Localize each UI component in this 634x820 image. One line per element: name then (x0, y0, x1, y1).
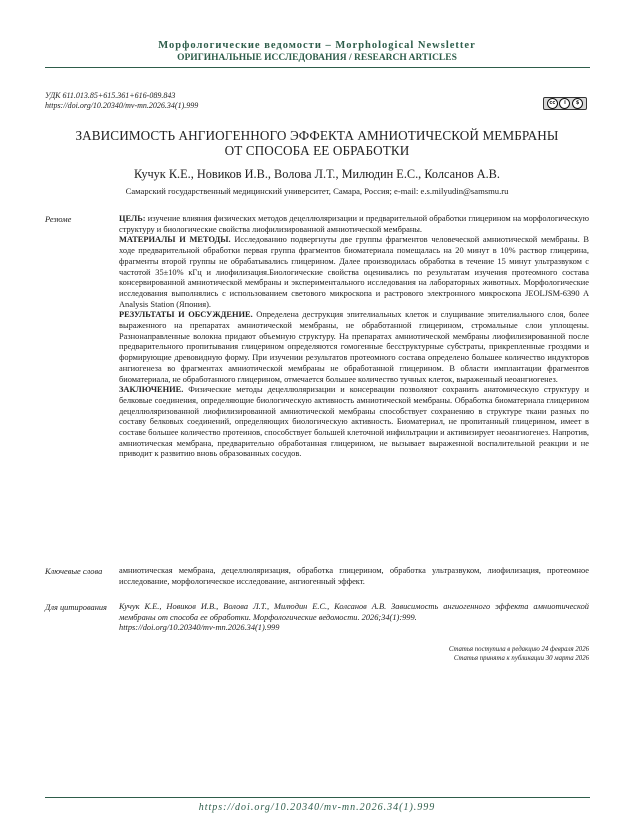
article-title (40, 128, 594, 158)
authors: Кучук К.Е., Новиков И.В., Волова Л.Т., Милюдин Е.С., Колсанов А.В. (134, 167, 500, 181)
article-dates (300, 646, 589, 663)
title-line-1: ЗАВИСИМОСТЬ АНГИОГЕННОГО ЭФФЕКТА АМНИОТИЧЕСКОЙ МЕМБРАНЫ (75, 128, 559, 143)
citation-details: 2026;34(1):999. (359, 612, 417, 622)
cc-icon: cc (547, 98, 558, 109)
journal-name: Морфологические ведомости – Morphological Newsletter (158, 40, 476, 51)
udc-code: УДК 611.013.85+615.361+616-089.843 (45, 91, 176, 100)
citation-label: Для цитирования (45, 603, 107, 612)
footer-divider (45, 797, 590, 798)
abstract-aim (119, 214, 589, 235)
citation-journal: Морфологические ведомости. (250, 612, 360, 622)
received-date: Статья поступила в редакцию 24 февраля 2026 (448, 646, 589, 653)
abstract-conclusion (119, 385, 589, 460)
abstract-methods (119, 235, 589, 310)
title-line-2: ОТ СПОСОБА ЕЕ ОБРАБОТКИ (224, 143, 410, 158)
citation-doi[interactable]: https://doi.org/10.20340/mv-mn.2026.34(1).999 (119, 623, 280, 633)
conclusion-text: Физические методы децеллюляризации и консервации позволяют сохранить анатомическую структуру и белковые соединения, определяющие биологическую активность амниотической мембраны. Обработка биоматериала глицерином децеллюляризованной лиофилизированной амниотической мембраны способствует сохранению в структуре ткани разных по составу белковых соединений, определяющих биологическую активность. Биоматериал, не пропитанный глицерином, имеет в составе большее количество протеинов, способствует большей клеточной инфильтрации и активизирует неоангиогенез. Напротив, амниотическая мембрана, предварительно обработанная глицерином, не вызывает выраженной воспалительной реакции и не приводит к развитию вновь образованных сосудов. (119, 385, 589, 459)
keywords-label: Ключевые слова (45, 567, 103, 576)
footer-doi[interactable]: https://doi.org/10.20340/mv-mn.2026.34(1).999 (198, 802, 436, 813)
section-heading: ОРИГИНАЛЬНЫЕ ИССЛЕДОВАНИЯ / RESEARCH ARTICLES (177, 53, 457, 63)
accepted-date: Статья принята к публикации 30 марта 2026 (453, 654, 589, 662)
article-meta (45, 91, 198, 111)
conclusion-heading: ЗАКЛЮЧЕНИЕ. (119, 385, 184, 395)
methods-heading: МАТЕРИАЛЫ И МЕТОДЫ. (119, 235, 231, 245)
nc-icon: $ (572, 98, 583, 109)
abstract-results (119, 310, 589, 385)
by-icon: i (559, 98, 570, 109)
keywords-text: амниотическая мембрана, децеллюляризация, обработка глицерином, обработка ультразвуком, лиофилизация, протеомное исследование, морфологическое исследование, ангиогенный эффект. (119, 566, 589, 586)
results-text: Определена деструкция эпителиальных клеток и слущивание эпителиального слоя, более выраженного на препаратах амниотической мембраны, не обработанной глицерином, стромальные слои уплощены. Разнонаправленные волокна придают объемную структуру. На препаратах амниотической мембраны лиофилизированной после предварительного пропитывания глицерином определяются гомогенные бесструктурные субстраты, прикрепленные гроздями и формирующие древовидную форму. При изучении результатов протеомного состава определено большее количество индукторов ангиогенеза во фрагментах амниотической мембраны не обработанной глицерином. В области имплантации фрагментов биоматериала, не обработанного глицерином, отмечается большее количество тучных клеток, выраженный неоангиогенез. (119, 310, 589, 384)
affiliation: Самарский государственный медицинский университет, Самара, Россия; e-mail: e.s.milyudin@samsmu.ru (125, 186, 509, 196)
abstract-body (119, 214, 589, 460)
doi-link[interactable]: https://doi.org/10.20340/mv-mn.2026.34(1).999 (45, 101, 199, 110)
citation-title: Зависимость ангиогенного эффекта амниотической мембраны от способа ее обработки. (119, 602, 589, 622)
methods-text: Исследованию подвергнуты две группы фрагментов человеческой амниотической мембраны. В ходе предварительной обработки первая группа фрагментов биоматериала помещалась на 20 минут в 10% раствор глицерина, фрагменты второй группы не обрабатывались глицерином. Далее производилась обработка в течение 15 минут ультразвуком с частотой 35±10% кГц и лиофилизация.Биологические свойства оценивались по результатам изучения протеомного состава консервированной амниотической мембраны и экспериментального исследования на лабораторных животных. Морфологические исследования выполнялись с использованием светового микроскопа и растрового электронного микроскопа JEOLJSM-6390 A Analysis Station (Япония). (119, 235, 589, 309)
header-divider (45, 67, 590, 68)
citation-authors: Кучук К.Е., Новиков И.В., Волова Л.Т., Милюдин Е.С., Колсанов А.В. (119, 602, 387, 611)
cc-license-badge[interactable] (543, 97, 587, 110)
results-heading: РЕЗУЛЬТАТЫ И ОБСУЖДЕНИЕ. (119, 310, 253, 320)
aim-text: изучение влияния физических методов децеллюляризации и предварительной обработки глицерином на морфологическую структуру и биологические свойства лиофилизированной амниотической мембраны. (119, 214, 589, 234)
aim-heading: ЦЕЛЬ: (119, 214, 146, 223)
abstract-label: Резюме (45, 215, 72, 224)
citation-text (119, 602, 589, 634)
